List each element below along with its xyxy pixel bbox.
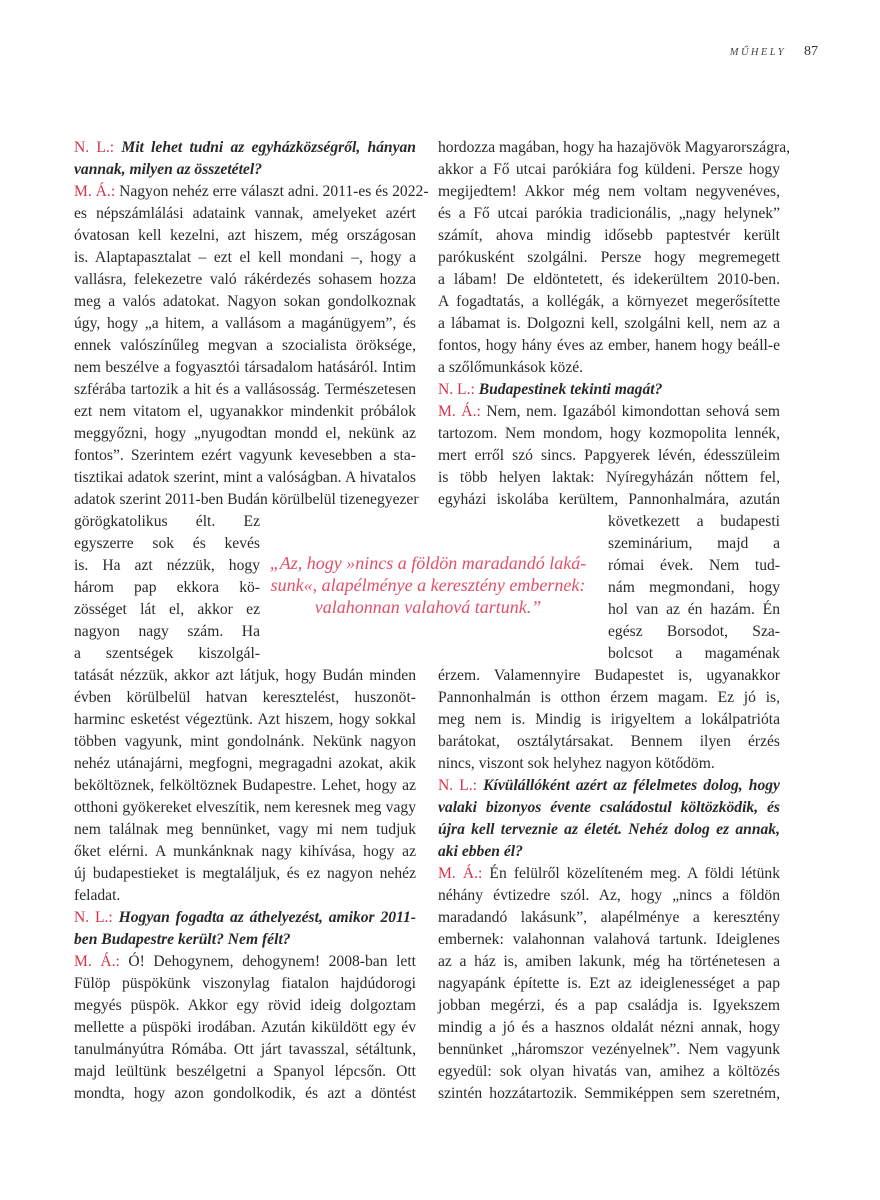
answer-line: szférába tartozik a hit és a vallásosság. Természetesen [74,381,416,398]
answer-line: feladat. [74,887,121,904]
answer-line: bennünket „háromszor vezényelnek”. Nem vagyunk [438,1041,780,1058]
answer-line: szintén hozzátartozik. Semmiképpen sem szeretném, [438,1085,780,1102]
answer-line: egész Borsodot, Sza- [608,623,780,640]
question-line: vannak, milyen az összetétel? [74,161,262,178]
answer-line: otthoni gyökereket elveszítik, nem keresnek meg vagy [74,799,416,816]
question-line: N. L.: Budapestinek tekinti magát? [438,381,663,398]
answer-line: a szentségek kiszolgál- [74,645,260,662]
answer-line: és a Fő utcai parókia tradicionális, „nagy helynek” [438,205,780,222]
answer-line: harminc esketést végeztünk. Azt hiszem, hogy sokkal [74,711,416,728]
answer-line: őket elérni. A munkánknak nagy kihívása, hogy az [74,843,416,860]
question-line: N. L.: Hogyan fogadta az áthelyezést, amikor 2011- [74,909,416,926]
answer-line: zösséget lát el, akkor ez [74,601,260,618]
answer-line: egyszerre sok és kevés [74,535,260,552]
answer-line: ennek valószínűleg megvan a szocialista öröksége, [74,337,416,354]
answer-line: az a ház is, amiben lakunk, még ha történetesen a [438,953,780,970]
answer-line: nem beszélve a fogyasztói társadalom hatásáról. Intim [74,359,416,376]
answer-line: adatok szerint 2011-ben Budán körülbelül tizenegyezer [74,491,419,508]
answer-line: fontos, hogy hány éves az ember, hanem hogy beáll-e [438,337,780,354]
answer-line: bolcsot a magaménak [608,645,780,662]
answer-line: megyés püspök. Akkor egy rövid ideig dolgoztam [74,997,416,1014]
question-line: valaki bizonyos évente családostul költözködik, és [438,799,780,816]
answer-line: tisztikai adatok szerint, mint a valóságban. A hivatalos [74,469,416,486]
answer-line: többen vagyunk, mint gondolnánk. Nekünk nagyon [74,733,416,750]
answer-line: egyházi iskolába kerültem, Pannonhalmára, azután [438,491,780,508]
speaker-label-interviewer: N. L.: [438,777,478,794]
answer-line: is. Ha azt nézzük, hogy [74,557,260,574]
answer-line: jobban megérzi, és a pap családja is. Igyekszem [438,997,780,1014]
speaker-label-interviewer: N. L.: [74,139,115,156]
answer-line: új budapestieket is megtaláljuk, és ez nagyon nehéz [74,865,416,882]
answer-line: embernek: valahonnan valahová tartunk. Ideiglenes [438,931,780,948]
pull-quote-line: sunk«, alapélménye a keresztény embernek: [270,575,586,595]
answer-line: nám megmondani, hogy [608,579,780,596]
answer-line: beköltöznek, felköltöznek Budapestre. Lehet, hogy az [74,777,416,794]
answer-line: mert erről szó sincs. Papgyerek lévén, édesszüleim [438,447,780,464]
answer-line: M. Á.: Nagyon nehéz erre választ adni. 2011-es és 2022- [74,183,429,200]
answer-line: a lábamat is. Dolgozni kell, szolgálni kell, nem az a [438,315,780,332]
answer-line: néhány évtizedre szól. Az, hogy „nincs a földön [438,887,780,904]
pull-quote-line: valahonnan valahová tartunk.” [314,597,542,617]
answer-line: M. Á.: Ó! Dehogynem, dehogynem! 2008-ban lett [74,953,416,970]
answer-line: A fogadtatás, a kollégák, a környezet megerősítette [438,293,780,310]
speaker-label-interviewee: M. Á.: [74,183,116,200]
answer-line: tartozom. Nem mondom, hogy kozmopolita lennék, [438,425,780,442]
question-line: újra kell terveznie az életét. Nehéz dolog ez annak, [438,821,780,838]
answer-line: nehéz utánajárni, megfogni, megragadni azokat, akik [74,755,416,772]
answer-line: tanulmányútra Rómába. Ott járt tavasszal, sétáltunk, [74,1041,416,1058]
answer-line: Fülöp püspökünk viszonylag fiatalon hajdúdorogi [74,975,416,992]
speaker-label-interviewee: M. Á.: [438,403,481,420]
answer-line: mellette a püspöki irodában. Azután kiküldött egy év [74,1019,416,1036]
answer-line: egyedül: sok olyan hivatás van, amihez a költözés [438,1063,780,1080]
answer-line: tatását nézzük, akkor azt látjuk, hogy Budán minden [74,667,416,684]
answer-line: parókusként szolgálni. Persze hogy megremegett [438,249,780,266]
answer-line: is. Alaptapasztalat – ezt el kell mondani –, hogy a [74,249,416,266]
answer-line: hordozza magában, hogy ha hazajövök Magyarországra, [438,139,791,156]
answer-line: M. Á.: Nem, nem. Igazából kimondottan sehová sem [438,403,781,420]
answer-line: maradandó lakásunk”, alapélménye a keresztény [438,909,780,926]
question-line: aki ebben él? [438,843,523,860]
answer-line: meg nem is. Mindig is irigyeltem a lokálpatrióta [438,711,780,728]
answer-line: meg a valós adatokat. Nagyon sokan gondolkoznak [74,293,416,310]
answer-line: es népszámlálási adataink vannak, amelyeket azért [74,205,416,222]
answer-line: mondta, hogy azon gondolkodik, és azt a döntést [74,1085,416,1102]
answer-line: majd leültünk beszélgetni a Spanyol lépcsőn. Ott [74,1063,416,1080]
answer-line: a lábam! De eldöntetett, és idekerültem 2010-ben. [438,271,780,288]
answer-line: ezt nem vitatom el, ugyanakkor mindenkit próbálok [74,403,416,420]
answer-line: barátokat, osztálytársakat. Bennem ilyen érzés [438,733,780,750]
pull-quote-line: „Az, hogy »nincs a földön maradandó laká- [269,553,587,573]
answer-line: óvatosan kell kezelni, azt hiszem, még országosan [74,227,416,244]
answer-line: három pap ekkora kö- [74,579,260,596]
pull-quote [252,552,604,618]
answer-line: M. Á.: Én felülről közelíteném meg. A földi létünk [438,865,781,882]
answer-line: vallásra, felekezetre való rákérdezés sohasem hozza [74,271,416,288]
speaker-label-interviewee: M. Á.: [74,953,120,970]
answer-line: a szőlőmunkások közé. [438,359,584,376]
answer-line: úgy, hogy „a hitem, a vallásom a magánügyem”, és [74,315,416,332]
answer-line: nagyon nagy szám. Ha [74,623,260,640]
speaker-label-interviewee: M. Á.: [438,865,483,882]
speaker-label-interviewer: N. L.: [74,909,113,926]
answer-line: fontos”. Szerintem ezért vagyunk kevesebben a sta- [74,447,416,464]
answer-line: számít, ahova mindig idősebb paptestvér került [438,227,780,244]
question-line: N. L.: Kívülállóként azért az félelmetes dolog, hogy [438,777,780,794]
answer-line: nem találnak meg bennünket, vagy mi nem tudjuk [74,821,416,838]
answer-line: megijedtem! Akkor még nem voltam negyvenéves, [438,183,780,200]
running-header [730,44,818,60]
answer-line: szeminárium, majd a [608,535,780,552]
answer-line: nagyapánk építette is. Ezt az ideiglenességet a pap [438,975,780,992]
question-line: ben Budapestre került? Nem félt? [74,931,291,948]
answer-line: római évek. Nem tud- [608,557,780,574]
answer-line: is több helyen laktak: Nyíregyházán nőttem fel, [438,469,780,486]
answer-line: görögkatolikus élt. Ez [74,513,260,530]
section-name: MŰHELY [729,47,786,58]
answer-line: nincs, viszont sok helyhez nagyon kötődöm. [438,755,715,772]
answer-line: Pannonhalmán is otthon érzem magam. Ez jó is, [438,689,780,706]
question-line: N. L.: Mit lehet tudni az egyházközségről, hányan [74,139,416,156]
answer-line: érzem. Valamennyire Budapestet is, ugyanakkor [438,667,780,684]
page-number: 87 [804,44,818,59]
answer-line: meggyőzni, hogy „nyugodtan mondd el, nekünk az [74,425,416,442]
answer-line: következett a budapesti [608,513,780,530]
answer-line: hol van az én hazám. Én [608,601,780,618]
speaker-label-interviewer: N. L.: [438,381,475,398]
answer-line: akkor a Fő utcai parókiára fog küldeni. Persze hogy [438,161,780,178]
answer-line: mindig a jó és a hasznos oldalát nézni annak, hogy [438,1019,780,1036]
answer-line: évben körülbelül hatvan keresztelést, huszonöt- [74,689,416,706]
